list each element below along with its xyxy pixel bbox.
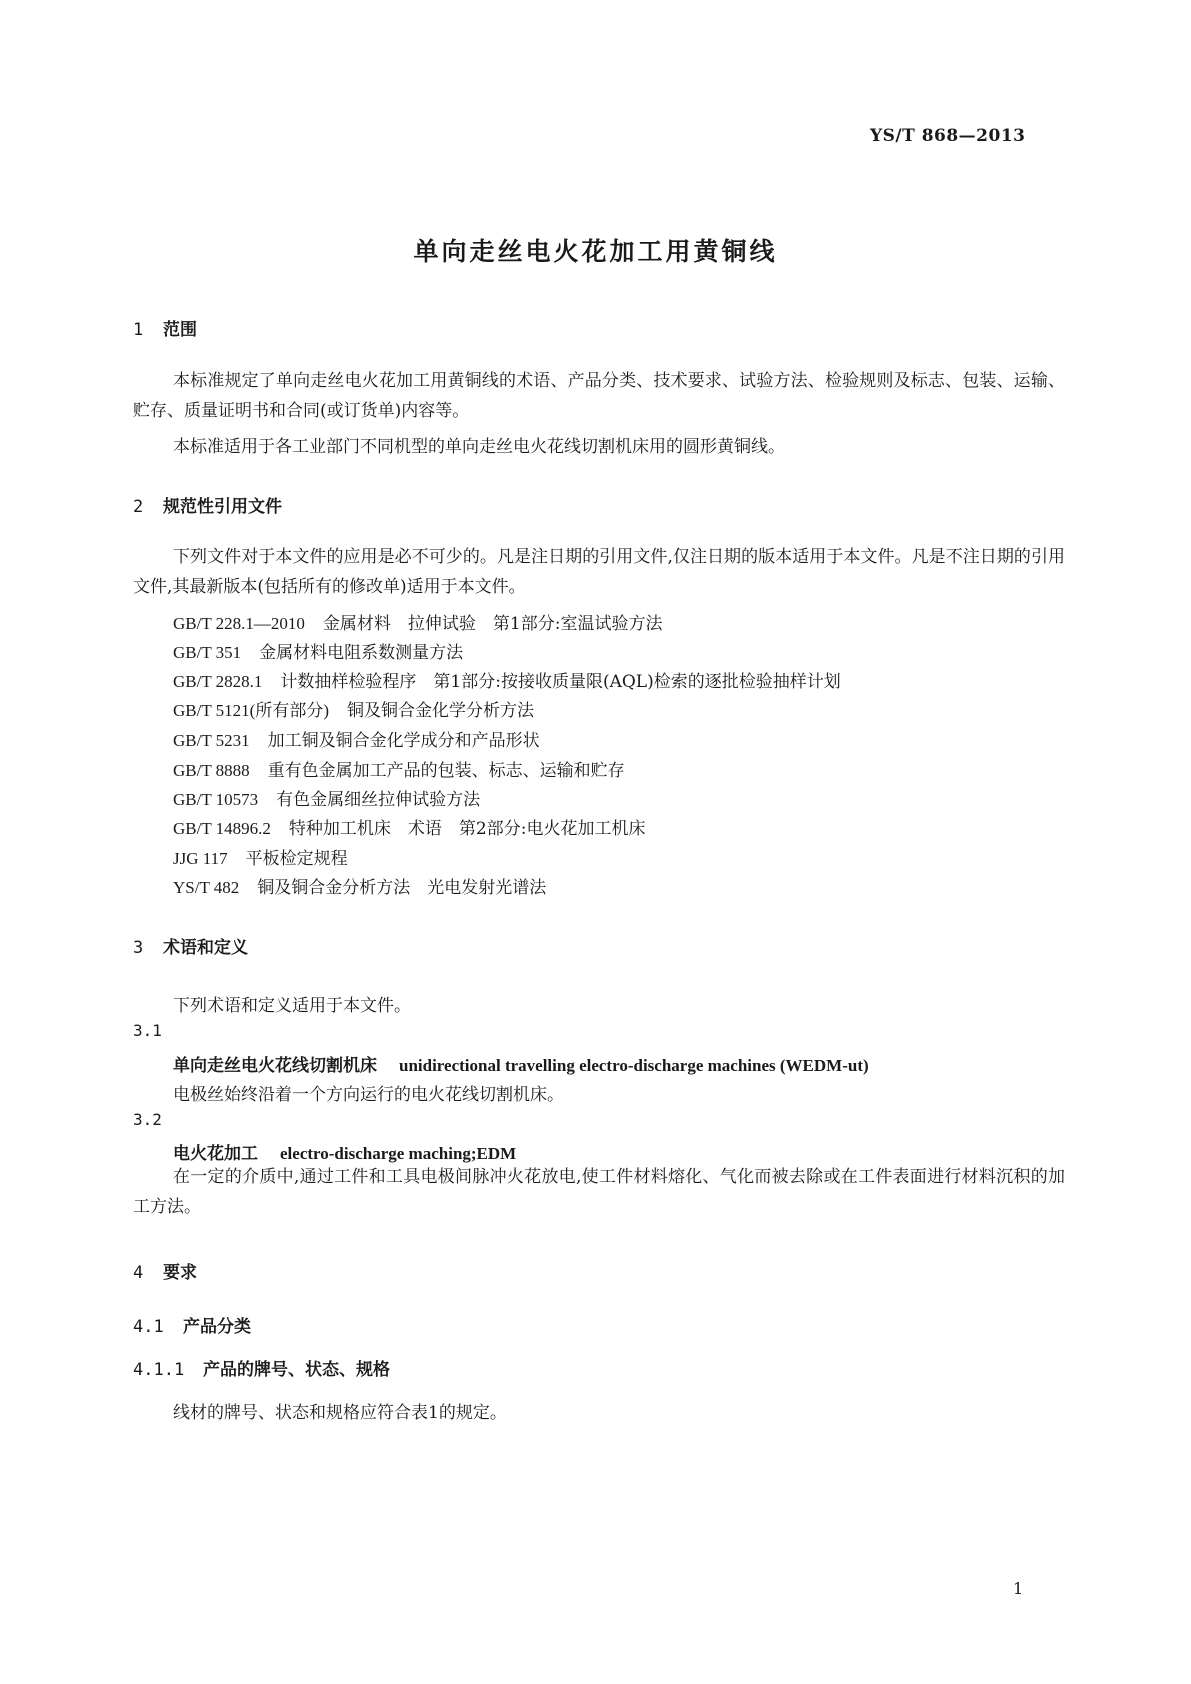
- section-4-1-1-heading: [133, 1355, 390, 1380]
- section-4-1-1-text: 线材的牌号、状态和规格应符合表1的规定。: [173, 1403, 507, 1423]
- reference-title: 铜及铜合金化学分析方法: [347, 701, 534, 721]
- term-en: electro-discharge maching;EDM: [280, 1144, 517, 1163]
- reference-item: [173, 844, 348, 869]
- term-definition: 在一定的介质中,通过工件和工具电极间脉冲火花放电,使工件材料熔化、气化而被去除或在工件表面进行材料沉积的加工方法。: [133, 1167, 1065, 1217]
- page-number: 1: [1013, 1579, 1024, 1598]
- reference-title: 铜及铜合金分析方法 光电发射光谱法: [257, 878, 547, 898]
- section-number: 4.1.1: [133, 1360, 185, 1380]
- section-title: 范围: [163, 320, 197, 340]
- term-heading: [173, 1139, 516, 1164]
- section-title: 产品分类: [183, 1317, 251, 1337]
- section-title: 要求: [163, 1263, 197, 1283]
- reference-item: [173, 696, 534, 721]
- term-heading: [173, 1051, 869, 1076]
- reference-code: GB/T 5231: [173, 731, 250, 750]
- term-number: 3.1: [133, 1021, 162, 1040]
- section-number: 3: [133, 938, 144, 958]
- reference-code: GB/T 351: [173, 643, 242, 662]
- section-title: 产品的牌号、状态、规格: [203, 1360, 390, 1380]
- reference-item: [173, 756, 625, 781]
- reference-code: GB/T 8888: [173, 761, 250, 780]
- reference-title: 重有色金属加工产品的包装、标志、运输和贮存: [267, 761, 625, 781]
- reference-title: 特种加工机床 术语 第2部分:电火花加工机床: [288, 819, 646, 839]
- reference-title: 金属材料电阻系数测量方法: [259, 643, 464, 663]
- reference-item: [173, 814, 645, 839]
- term-zh: 电火花加工: [173, 1144, 258, 1164]
- section-1-heading: [133, 315, 197, 340]
- reference-code: JJG 117: [173, 849, 228, 868]
- section-3-heading: [133, 933, 248, 958]
- reference-code: GB/T 10573: [173, 790, 259, 809]
- standard-code: YS/T 868—2013: [870, 126, 1026, 146]
- reference-title: 金属材料 拉伸试验 第1部分:室温试验方法: [322, 614, 663, 634]
- section-4-1-heading: [133, 1312, 251, 1337]
- term-number: 3.2: [133, 1110, 162, 1129]
- document-title: 单向走丝电火花加工用黄铜线: [413, 237, 778, 266]
- section-2-intro: 下列文件对于本文件的应用是必不可少的。凡是注日期的引用文件,仅注日期的版本适用于本文件。凡是不注日期的引用文件,其最新版本(包括所有的修改单)适用于本文件。: [133, 547, 1065, 597]
- section-1-paragraph-1: 本标准规定了单向走丝电火花加工用黄铜线的术语、产品分类、技术要求、试验方法、检验规则及标志、包装、运输、贮存、质量证明书和合同(或订货单)内容等。: [133, 371, 1065, 421]
- section-number: 4.1: [133, 1317, 164, 1337]
- section-number: 1: [133, 320, 144, 340]
- section-1-paragraph-2: 本标准适用于各工业部门不同机型的单向走丝电火花线切割机床用的圆形黄铜线。: [173, 437, 785, 457]
- reference-item: [173, 726, 540, 751]
- reference-item: [173, 638, 463, 663]
- reference-item: [173, 667, 841, 692]
- reference-code: GB/T 14896.2: [173, 819, 271, 838]
- reference-title: 计数抽样检验程序 第1部分:按接收质量限(AQL)检索的逐批检验抽样计划: [280, 672, 841, 692]
- reference-title: 加工铜及铜合金化学成分和产品形状: [267, 731, 540, 751]
- reference-item: [173, 785, 480, 810]
- reference-title: 平板检定规程: [245, 849, 348, 869]
- term-en: unidirectional travelling electro-discharge machines (WEDM-ut): [399, 1056, 869, 1075]
- term-definition: 电极丝始终沿着一个方向运行的电火花线切割机床。: [173, 1085, 564, 1105]
- section-2-heading: [133, 492, 282, 517]
- reference-code: GB/T 228.1—2010: [173, 614, 305, 633]
- section-title: 规范性引用文件: [163, 497, 282, 517]
- term-zh: 单向走丝电火花线切割机床: [173, 1056, 377, 1076]
- reference-code: GB/T 2828.1: [173, 672, 263, 691]
- reference-code: YS/T 482: [173, 878, 240, 897]
- section-number: 4: [133, 1263, 144, 1283]
- section-4-heading: [133, 1258, 197, 1283]
- reference-code: GB/T 5121(所有部分): [173, 701, 329, 720]
- reference-item: [173, 873, 546, 898]
- section-number: 2: [133, 497, 144, 517]
- reference-item: [173, 609, 662, 634]
- section-3-intro: 下列术语和定义适用于本文件。: [173, 996, 411, 1016]
- reference-title: 有色金属细丝拉伸试验方法: [276, 790, 481, 810]
- section-title: 术语和定义: [163, 938, 248, 958]
